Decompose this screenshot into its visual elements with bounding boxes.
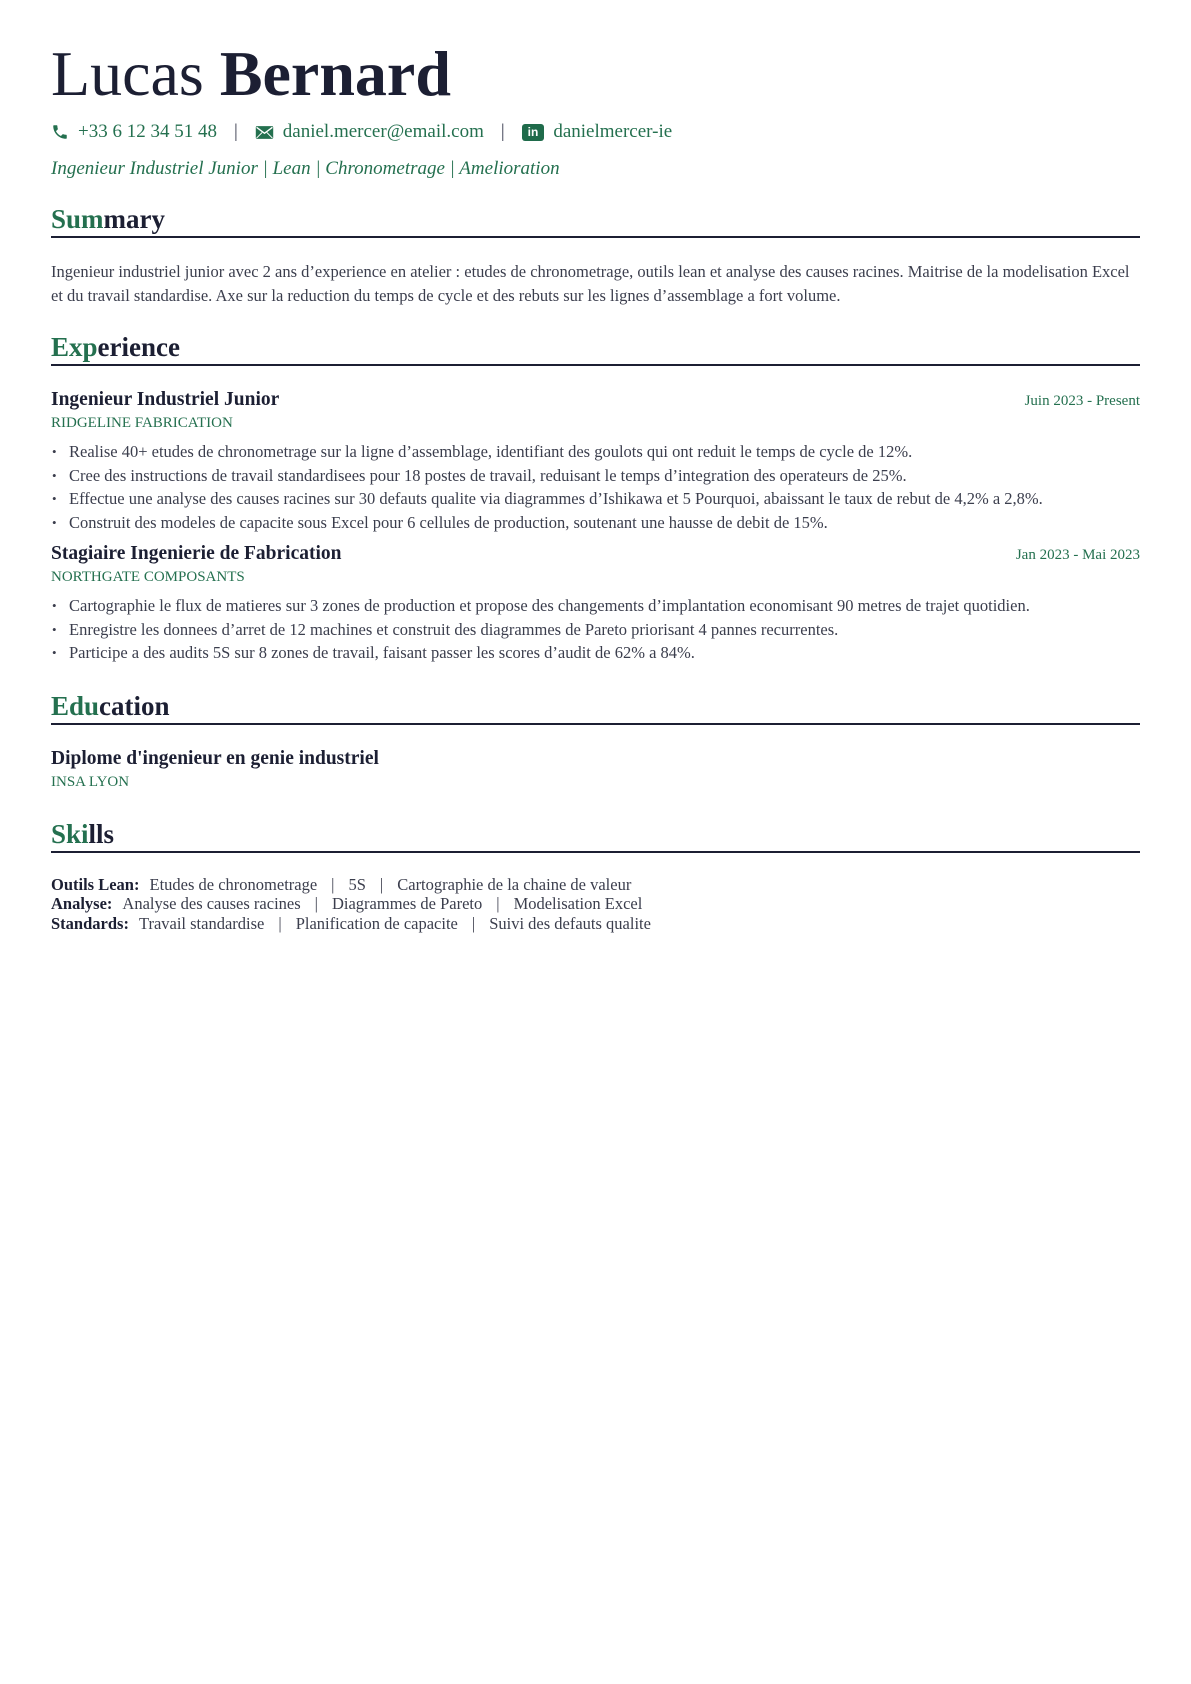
job-dates: Juin 2023 - Present [1024,393,1140,409]
school-name: INSA LYON [51,773,130,790]
professional-tagline: Ingenieur Industriel Junior | Lean | Chronometrage | Amelioration [51,158,560,179]
title-accent: Sum [51,204,104,234]
linkedin-icon [522,124,545,141]
bullet-item: • Cartographie le flux de matieres sur 3 zones de production et propose des changements d’implantation economisant 90 metres de trajet quotidien. [51,594,1140,618]
title-rest: lls [88,818,115,849]
degree-title: Diplome d'ingenieur en genie industriel [51,747,379,769]
job-company: NORTHGATE COMPOSANTS [51,569,245,585]
contact-bar [51,118,1140,146]
skill-row [51,914,1140,934]
title-rest: cation [99,690,170,721]
job-dates: Jan 2023 - Mai 2023 [1015,547,1140,563]
contact-separator: | [500,121,505,142]
email-icon [255,125,274,140]
bullet-item: • Enregistre les donnees d’arret de 12 machines et construit des diagrammes de Pareto priorisant 4 pannes recurrentes. [51,618,1140,642]
education-entry [51,747,1140,793]
job-bullets [51,440,1140,534]
job-company: RIDGELINE FABRICATION [51,415,233,431]
last-name: Bernard [219,38,451,109]
linkedin-badge: in [522,124,545,141]
first-name: Lucas [51,38,204,109]
email-link[interactable]: daniel.mercer@email.com [282,121,484,142]
title-accent: Ski [51,818,89,849]
job-entry [51,388,1140,534]
job-title: Ingenieur Industriel Junior [51,389,280,410]
skill-category: Standards: [51,913,129,933]
phone-icon [51,123,69,141]
resume-page [51,38,1140,933]
skill-item: Etudes de chronometrage [149,874,318,894]
skill-item: Analyse des causes racines [122,894,301,913]
skill-item: Suivi des defauts qualite [489,913,651,933]
skill-category: Outils Lean: [51,874,140,894]
section-title-summary [51,202,1140,238]
linkedin-link[interactable]: danielmercer-ie [553,121,673,142]
title-accent: Exp [51,332,98,362]
skill-separator: | [331,874,335,894]
skill-row [51,894,1140,914]
bullet-item: • Cree des instructions de travail standardisees pour 18 postes de travail, reduisant le temps d’integration des operateurs de 25%. [51,464,1140,488]
bullet-item: • Effectue une analyse des causes racines sur 30 defauts qualite via diagrammes d’Ishikawa et 5 Pourquoi, abaissant le taux de rebut de 4,2% a 2,8%. [51,487,1140,511]
job-bullets [51,594,1140,665]
job-header [51,542,1140,566]
bullet-item: • Realise 40+ etudes de chronometrage sur la ligne d’assemblage, identifiant des goulots qui ont reduit le temps de cycle de 12%. [51,440,1140,464]
candidate-name [51,38,1140,110]
skill-item: 5S [348,874,366,894]
title-accent: Edu [51,690,100,721]
title-rest: erience [97,332,180,362]
summary-text: Ingenieur industriel junior avec 2 ans d’experience en atelier : etudes de chronometrage, outils lean et analyse des causes racines. Maitrise de la modelisation Excel et du travail standardise. Axe sur la reduction du temps de cycle et des rebuts sur les lignes d’assemblage a fort volume. [51,262,1130,305]
skill-item: Cartographie de la chaine de valeur [397,874,632,894]
skill-separator: | [496,894,500,913]
job-header [51,388,1140,412]
bullet-item: • Participe a des audits 5S sur 8 zones de travail, faisant passer les scores d’audit de 62% a 84%. [51,641,1140,665]
section-title-education [51,689,1140,725]
job-entry [51,542,1140,665]
skill-separator: | [471,913,476,933]
skill-item: Modelisation Excel [513,894,643,913]
skill-row [51,875,1140,895]
bullet-item: • Construit des modeles de capacite sous Excel pour 6 cellules de production, soutenant une hausse de debit de 15%. [51,511,1140,535]
skill-item: Diagrammes de Pareto [331,894,483,913]
skill-item: Planification de capacite [295,913,458,933]
job-title: Stagiaire Ingenierie de Fabrication [51,543,342,564]
phone-number[interactable]: +33 6 12 34 51 48 [78,121,217,142]
skill-separator: | [314,894,318,913]
skill-category: Analyse: [51,894,113,913]
title-rest: mary [103,204,166,234]
skill-item: Travail standardise [138,913,265,933]
section-title-experience [51,330,1140,366]
section-title-skills [51,817,1140,853]
skills-list [51,875,1140,934]
skill-separator: | [278,913,282,933]
contact-separator: | [233,121,238,142]
skill-separator: | [379,874,384,894]
